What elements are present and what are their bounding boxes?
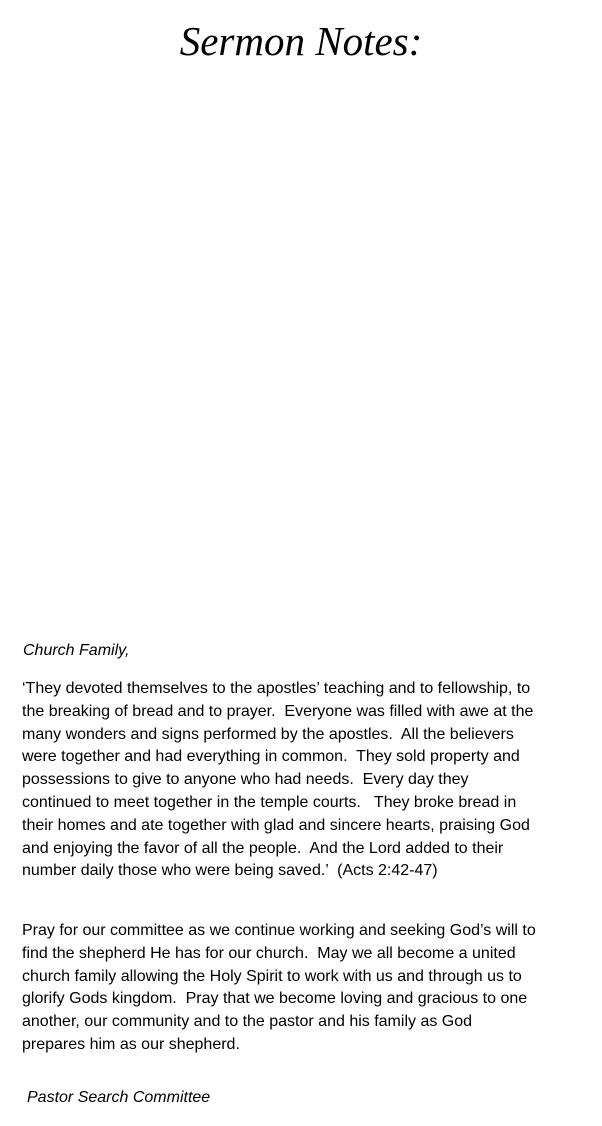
prayer-paragraph — [22, 920, 592, 1057]
scripture-paragraph — [22, 678, 592, 883]
scripture-line: the breaking of bread and to prayer. Everyone was filled with awe at the — [22, 702, 534, 720]
page-title: Sermon Notes: — [179, 18, 423, 64]
scripture-line: their homes and ate together with glad and sincere hearts, praising God — [22, 816, 530, 834]
scripture-line: continued to meet together in the temple courts. They broke bread in — [22, 793, 517, 811]
prayer-line: find the shepherd He has for our church. May we all become a united — [22, 944, 516, 962]
prayer-line: church family allowing the Holy Spirit to work with us and through us to — [22, 967, 522, 985]
scripture-line: number daily those who were being saved.’ (Acts 2:42-47) — [22, 862, 438, 880]
prayer-line: Pray for our committee as we continue working and seeking God’s will to — [22, 922, 536, 939]
scripture-line: ‘They devoted themselves to the apostles’ teaching and to fellowship, to — [22, 680, 531, 697]
prayer-line: prepares him as our shepherd. — [22, 1035, 240, 1053]
scripture-line: possessions to give to anyone who had needs. Every day they — [22, 771, 469, 789]
prayer-line: another, our community and to the pastor and his family as God — [22, 1013, 473, 1031]
scripture-line: many wonders and signs performed by the apostles. All the believers — [22, 725, 514, 743]
prayer-line: glorify Gods kingdom. Pray that we become loving and gracious to one — [22, 990, 528, 1008]
greeting: Church Family, — [23, 642, 130, 659]
scripture-line: were together and had everything in common. They sold property and — [22, 748, 520, 766]
signature: Pastor Search Committee — [27, 1089, 211, 1106]
scripture-line: and enjoying the favor of all the people. And the Lord added to their — [22, 839, 504, 857]
sermon-notes-area — [22, 80, 580, 620]
